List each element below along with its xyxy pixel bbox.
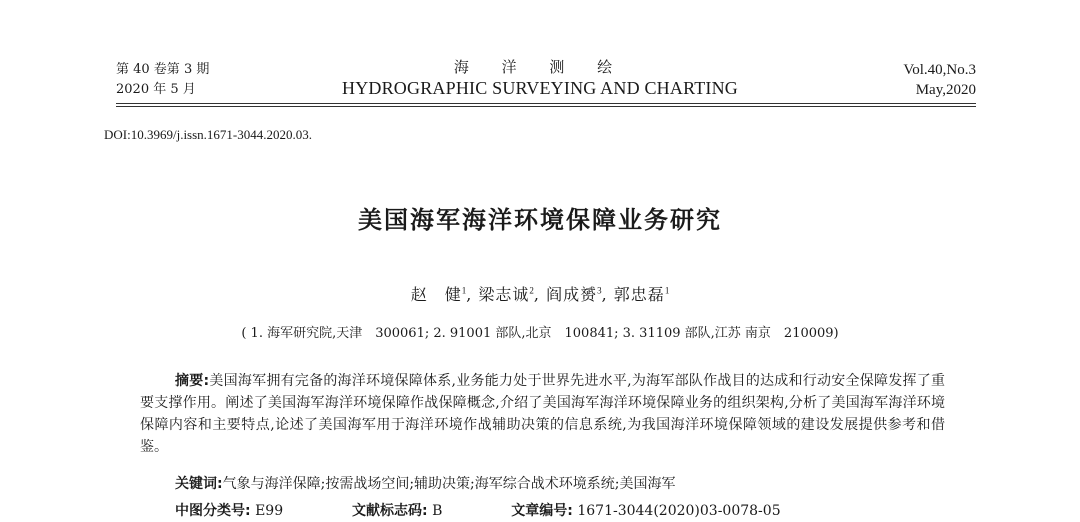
- affiliations: ( 1. 海军研究院,天津 300061; 2. 91001 部队,北京 100841; 3. 31109 部队,江苏 南京 210009): [241, 326, 839, 341]
- keywords: [175, 473, 675, 495]
- date-en: May,2020: [915, 82, 976, 98]
- abstract-colon: :: [203, 373, 210, 389]
- author-affil-mark: 1: [461, 285, 467, 296]
- author-sep: ,: [601, 285, 608, 304]
- article-title: 美国海军海洋环境保障业务研究: [358, 206, 722, 234]
- author-list: [0, 282, 1080, 305]
- author-sep: ,: [466, 285, 473, 304]
- abstract-label: 摘要: [175, 373, 204, 389]
- abstract-text: 美国海军拥有完备的海洋环境保障体系,业务能力处于世界先进水平,为海军部队作战目的达成和行动安全保障发挥了重要支撑作用。阐述了美国海军海洋环境保障作战保障概念,介绍了美国海军海洋环境保障业务的组织架构,分析了美国海军海洋环境保障内容和主要特点,论述了美国海军用于海洋环境作战辅助决策的信息系统,为我国海洋环境保障领域的建设发展提供参考和借鉴。: [140, 373, 946, 455]
- header-right: [903, 60, 976, 100]
- clc-label: 中图分类号: [175, 503, 245, 519]
- header-rule-top: [116, 103, 976, 104]
- author: [546, 285, 608, 304]
- article-no-colon: :: [567, 503, 573, 519]
- author: [478, 285, 540, 304]
- volume-issue-en: Vol.40,No.3: [903, 62, 976, 78]
- doc-code-value: B: [432, 503, 443, 519]
- author-affil-mark: 1: [664, 285, 670, 296]
- volume-issue-cn: 第 40 卷第 3 期: [116, 62, 210, 77]
- journal-title-cn: 海 洋 测 绘: [453, 58, 627, 76]
- author-name: 阎成赟: [546, 285, 598, 304]
- keywords-label: 关键词: [175, 476, 217, 492]
- doi: DOI:10.3969/j.issn.1671-3044.2020.03.: [104, 127, 312, 142]
- article-no-value: 1671-3044(2020)03-0078-05: [577, 503, 781, 519]
- abstract: [140, 370, 945, 458]
- header-rule-bottom: [116, 106, 976, 107]
- clc-colon: :: [245, 503, 251, 519]
- author-name: 郭忠磊: [613, 285, 665, 304]
- clc-value: E99: [255, 503, 284, 519]
- classification-line: [175, 500, 781, 522]
- article-no-label: 文章编号: [511, 503, 568, 519]
- author: [614, 285, 670, 304]
- author-affil-mark: 3: [597, 285, 602, 296]
- author: [411, 285, 473, 304]
- author-sep: ,: [533, 285, 540, 304]
- author-name: 梁志诚: [478, 285, 530, 304]
- date-cn: 2020 年 5 月: [116, 82, 196, 97]
- author-affil-mark: 2: [529, 285, 534, 296]
- doc-code-label: 文献标志码: [352, 503, 423, 519]
- keywords-colon: :: [217, 476, 223, 492]
- journal-title-en: HYDROGRAPHIC SURVEYING AND CHARTING: [342, 78, 738, 98]
- author-name: 赵 健: [410, 285, 462, 304]
- doc-code-colon: :: [422, 503, 428, 519]
- keywords-text: 气象与海洋保障;按需战场空间;辅助决策;海军综合战术环境系统;美国海军: [222, 476, 676, 492]
